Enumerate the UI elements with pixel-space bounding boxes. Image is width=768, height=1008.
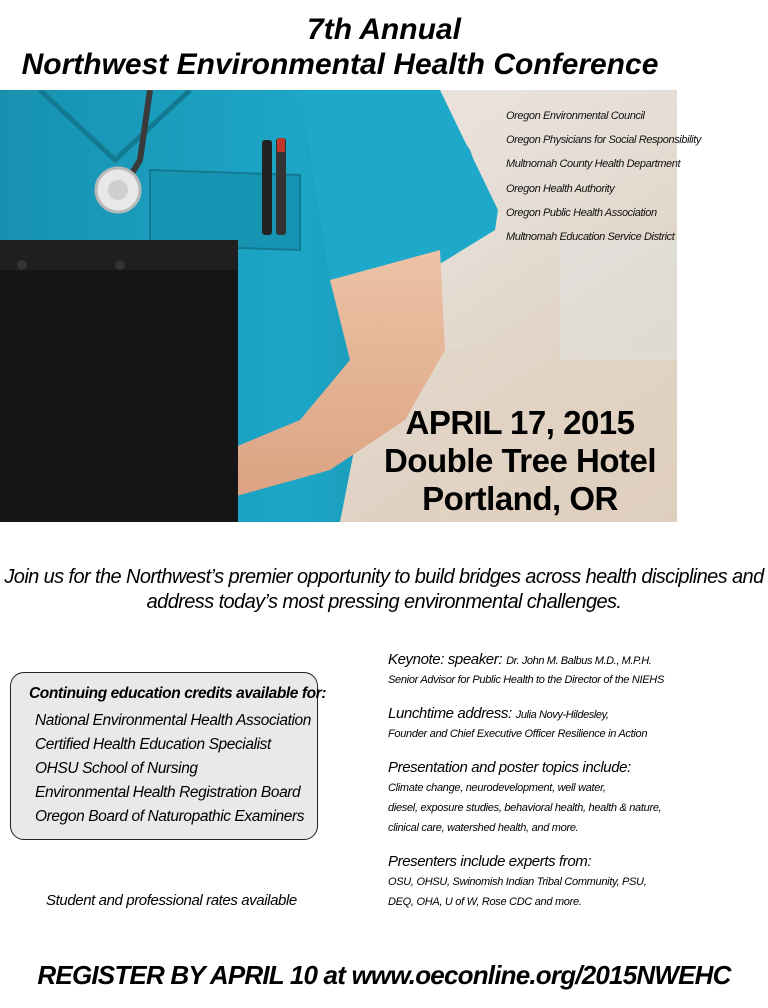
lunch-role: Founder and Chief Executive Officer Resilience in Action bbox=[388, 728, 648, 740]
credit-item: OHSU School of Nursing bbox=[35, 760, 198, 777]
presenters-label: Presenters include experts from: bbox=[388, 853, 592, 870]
intro-line-2: address today’s most pressing environmental challenges. bbox=[146, 591, 622, 613]
title-line-2: Northwest Environmental Health Conference bbox=[21, 48, 659, 81]
credit-item: Environmental Health Registration Board bbox=[35, 784, 301, 801]
program-details bbox=[388, 650, 758, 926]
lunch-section bbox=[388, 704, 758, 744]
lunch-label: Lunchtime address: bbox=[388, 705, 512, 722]
topics-line: diesel, exposure studies, behavioral health, health & nature, bbox=[388, 802, 662, 814]
sponsor-item: Multnomah County Health Department bbox=[506, 158, 681, 171]
rates-note: Student and professional rates available bbox=[46, 892, 297, 909]
intro-text bbox=[0, 565, 768, 615]
intro-line-1: Join us for the Northwest’s premier opportunity to build bridges across health disciplines and bbox=[4, 566, 764, 588]
topics-line: Climate change, neurodevelopment, well water, bbox=[388, 782, 606, 794]
presenters-line: OSU, OHSU, Swinomish Indian Tribal Community, PSU, bbox=[388, 876, 647, 888]
event-city: Portland, OR bbox=[422, 480, 618, 517]
event-date: APRIL 17, 2015 bbox=[405, 404, 635, 441]
topics-line: clinical care, watershed health, and more. bbox=[388, 822, 579, 834]
title-line-1: 7th Annual bbox=[307, 13, 461, 46]
register-link[interactable]: REGISTER BY APRIL 10 at www.oeconline.org/2015NWEHC bbox=[37, 960, 731, 990]
credits-list bbox=[35, 709, 311, 829]
credits-box bbox=[10, 672, 327, 840]
credit-item: National Environmental Health Association bbox=[35, 712, 311, 729]
sponsor-item: Oregon Public Health Association bbox=[506, 206, 657, 219]
sponsor-item: Oregon Health Authority bbox=[506, 182, 615, 195]
event-venue: Double Tree Hotel bbox=[383, 442, 657, 479]
keynote-name: Dr. John M. Balbus M.D., M.P.H. bbox=[506, 655, 652, 667]
credits-title: Continuing education credits available for: bbox=[29, 685, 327, 702]
presenters-section bbox=[388, 852, 758, 912]
topics-section bbox=[388, 758, 758, 838]
topics-label: Presentation and poster topics include: bbox=[388, 759, 631, 776]
keynote-section bbox=[388, 650, 758, 690]
keynote-role: Senior Advisor for Public Health to the Director of the NIEHS bbox=[388, 674, 664, 686]
lunch-name: Julia Novy-Hildesley, bbox=[515, 709, 609, 721]
event-details bbox=[380, 404, 660, 518]
sponsor-item: Oregon Physicians for Social Responsibility bbox=[506, 134, 701, 147]
keynote-label: Keynote: speaker: bbox=[388, 651, 503, 668]
credit-item: Certified Health Education Specialist bbox=[35, 736, 271, 753]
presenters-line: DEQ, OHA, U of W, Rose CDC and more. bbox=[388, 896, 582, 908]
sponsor-list bbox=[506, 104, 701, 249]
sponsor-item: Multnomah Education Service District bbox=[506, 231, 675, 244]
credit-item: Oregon Board of Naturopathic Examiners bbox=[35, 808, 305, 825]
sponsor-item: Oregon Environmental Council bbox=[506, 110, 645, 122]
